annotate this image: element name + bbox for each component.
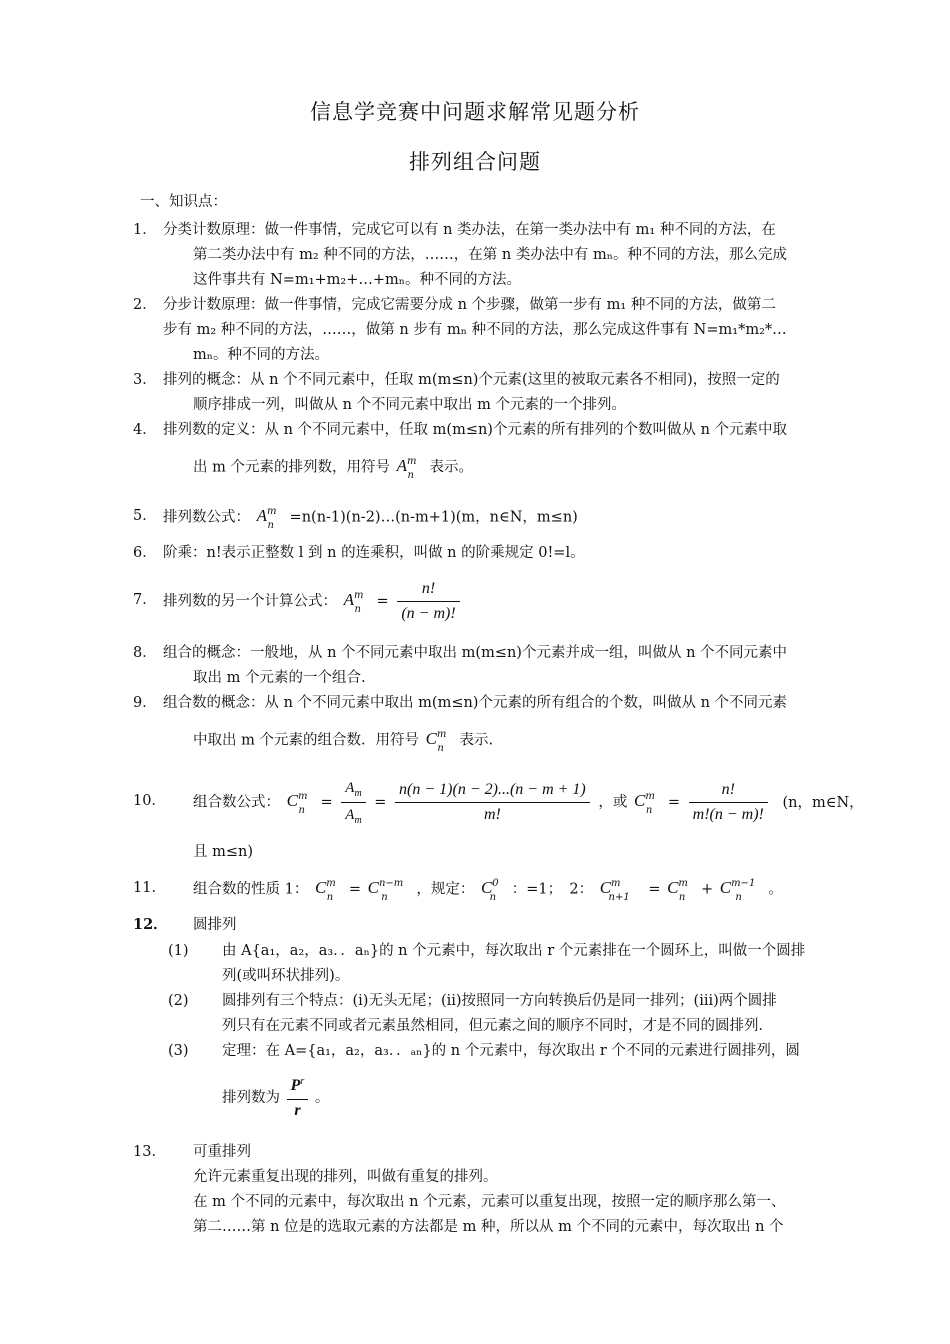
item-number: 9． — [133, 695, 157, 711]
item-text-part: ，规定： — [416, 881, 475, 898]
item-text — [222, 1076, 329, 1120]
item-text-part: 组合数公式： — [193, 794, 280, 811]
item-text: 顺序排成一列，叫做从 n 个不同元素中取出 m 个元素的一个排列。 — [193, 397, 627, 413]
item-number: 8． — [133, 645, 157, 661]
combination-symbol: $C^m_n$ — [633, 791, 655, 816]
combination-symbol: $C^m_n$ — [667, 878, 688, 903]
item-text: 第二类办法中有 m₂ 种不同的方法，……，在第 n 类办法中有 mₙ。种不同的方法，那么完成 — [193, 247, 787, 263]
item-text — [193, 456, 473, 479]
combination-symbol: $C^0_n$ — [480, 878, 499, 903]
item-text: 排列数的另一个计算公式： $A^m_n$ = $\frac{n!}{(n - m)!}$ — [163, 575, 464, 628]
item-number: 4． — [133, 422, 157, 438]
item-text: 取出 m 个元素的一个组合. — [193, 670, 366, 686]
fraction-denominator: m! — [483, 806, 501, 823]
item-number: 10． — [133, 793, 166, 809]
item-number: 11． — [133, 880, 166, 896]
permutation-symbol: $A^m_n$ — [396, 456, 417, 481]
fraction-numerator: n(n − 1)(n − 2)...(n − m + 1) — [395, 780, 590, 803]
item-text-part: 表示. — [459, 732, 494, 749]
item-text-part: 排列数的另一个计算公式： — [163, 593, 337, 610]
item-heading: 可重排列 — [193, 1144, 251, 1160]
item-text: mₙ。种不同的方法。 — [193, 347, 330, 363]
item-text: 排列的概念：从 n 个不同元素中，任取 m(m≤n)个元素(这里的被取元素各不相同)，按照一定的 — [163, 372, 780, 388]
item-text-part: =n(n-1)(n-2)…(n-m+1)(m，n∈N，m≤n) — [289, 509, 578, 526]
item-text: 列只有在元素不同或者元素虽然相同，但元素之间的顺序不同时，才是不同的圆排列． — [222, 1018, 773, 1034]
item-text: 排列数的定义：从 n 个不同元素中，任取 m(m≤n)个元素的所有排列的个数叫做从 n 个元素中取 — [163, 422, 788, 438]
item-text: 列(或叫环状排列)。 — [222, 968, 350, 984]
document-subtitle: 排列组合问题 — [409, 150, 541, 174]
item-text: 且 m≤n) — [193, 844, 254, 860]
permutation-symbol: $A^m_n$ — [343, 590, 364, 615]
item-text: 圆排列有三个特点：(i)无头无尾；(ii)按照同一方向转换后仍是同一排列；(iii)两个圆排 — [222, 993, 777, 1009]
permutation-symbol: $A^m_n$ — [256, 506, 277, 531]
item-number: 2． — [133, 297, 157, 313]
item-text-part: (n，m∈N， — [782, 794, 864, 811]
item-text: 组合数的概念：从 n 个不同元素中取出 m(m≤n)个元素的所有组合的个数，叫做从 n 个不同元素 — [163, 695, 788, 711]
fraction-numerator: n! — [397, 579, 459, 602]
item-text: 这件事共有 N=m₁+m₂+…+mₙ。种不同的方法。 — [193, 272, 522, 288]
item-text-part: ：=1； 2： — [511, 881, 594, 898]
product-fraction — [395, 780, 590, 825]
combination-symbol: $C^{n-m}_n$ — [367, 878, 404, 903]
factorial-fraction — [689, 780, 768, 825]
item-heading: 圆排列 — [193, 917, 237, 933]
item-text: 组合的概念：一般地，从 n 个不同元素中取出 m(m≤n)个元素并成一组，叫做从 n 个不同元素中 — [163, 645, 788, 661]
item-text-part: 组合数的性质 1： — [193, 881, 309, 898]
item-text-part: 。 — [314, 1090, 330, 1106]
subitem-number: (1) — [168, 943, 189, 959]
item-number: 5． — [133, 508, 157, 524]
combination-symbol: $C^m_n$ — [286, 791, 308, 816]
item-number: 13． — [133, 1144, 166, 1160]
item-text: 分步计数原理：做一件事情，完成它需要分成 n 个步骤，做第一步有 m₁ 种不同的方法，做第二 — [163, 297, 776, 313]
fraction-numerator: n! — [689, 780, 768, 803]
item-text: 在 m 个不同的元素中，每次取出 n 个元素，元素可以重复出现，按照一定的顺序那么第一、 — [193, 1194, 786, 1210]
item-number: 6． — [133, 545, 157, 561]
subitem-number: (2) — [168, 993, 189, 1009]
item-text-part: 排列数公式： — [163, 509, 250, 526]
item-text: 由 A{a₁，a₂，a₃．．aₙ}的 n 个元素中，每次取出 r 个元素排在一个圆环上，叫做一个圆排 — [222, 943, 806, 959]
item-text: 组合数公式： $C^m_n$ = $\frac{A_m}{A_m}$ = $\frac{n(n - 1)(n - 2)...(n - m + 1)}{m!}$ ，或 $C^m_n$ = $\frac{n!}{m!(n - m)!}$ (n，m∈N， — [193, 772, 864, 833]
combination-symbol: $C^m_n$ — [314, 878, 336, 903]
combination-symbol: $C^m_n$ — [425, 729, 447, 754]
item-text: 分类计数原理：做一件事情，完成它可以有 n 类办法，在第一类办法中有 m₁ 种不同的方法，在 — [163, 222, 776, 238]
item-text-part: ，或 — [598, 794, 628, 811]
subitem-number: (3) — [168, 1043, 189, 1059]
item-text — [193, 729, 493, 752]
item-text — [163, 506, 578, 529]
item-text: 允许元素重复出现的排列，叫做有重复的排列。 — [193, 1169, 498, 1185]
item-text-part: 表示。 — [429, 459, 474, 476]
factorial-fraction — [397, 579, 459, 624]
fraction-denominator: (n − m)! — [401, 605, 456, 622]
item-number: 12． — [133, 916, 168, 933]
fraction-denominator: m!(n − m)! — [692, 806, 764, 823]
section-heading: 一、知识点： — [140, 194, 227, 210]
item-text-part: 排列数为 — [222, 1090, 280, 1106]
circular-permutation-fraction: $\frac{P^r}{r}$ — [287, 1077, 309, 1120]
permutation-ratio: $\frac{A_m}{A_m}$ — [341, 778, 365, 827]
item-text: 定理：在 A={a₁，a₂，a₃．．ₐₙ}的 n 个元素中，每次取出 r 个不同的元素进行圆排列，圆 — [222, 1043, 800, 1059]
item-number: 1． — [133, 222, 157, 238]
item-text-part: 。 — [768, 881, 783, 898]
item-number: 7． — [133, 592, 157, 608]
item-text-part: 出 m 个元素的排列数，用符号 — [193, 459, 390, 476]
item-text: 第二……第 n 位是的选取元素的方法都是 m 种，所以从 m 个不同的元素中，每次取出 n 个 — [193, 1219, 784, 1235]
document-title: 信息学竞赛中问题求解常见题分析 — [310, 100, 640, 124]
item-text-part: 中取出 m 个元素的组合数．用符号 — [193, 732, 419, 749]
item-text: 组合数的性质 1： $C^m_n = C^{n-m}_n$ ，规定： $C^0_n$ ：=1； 2： $C^m_{n+1} = C^m_n + C^{m-1}_n$ 。 — [193, 878, 783, 903]
combination-symbol: $C^{m-1}_n$ — [719, 878, 756, 903]
combination-symbol: $C^m_{n+1}$ — [599, 878, 630, 903]
item-text: 阶乘：n!表示正整数 l 到 n 的连乘积，叫做 n 的阶乘规定 0!=l。 — [163, 545, 585, 561]
item-text: 步有 m₂ 种不同的方法，……，做第 n 步有 mₙ 种不同的方法，那么完成这件事有 N=m₁*m₂*… — [163, 322, 787, 338]
item-number: 3． — [133, 372, 157, 388]
